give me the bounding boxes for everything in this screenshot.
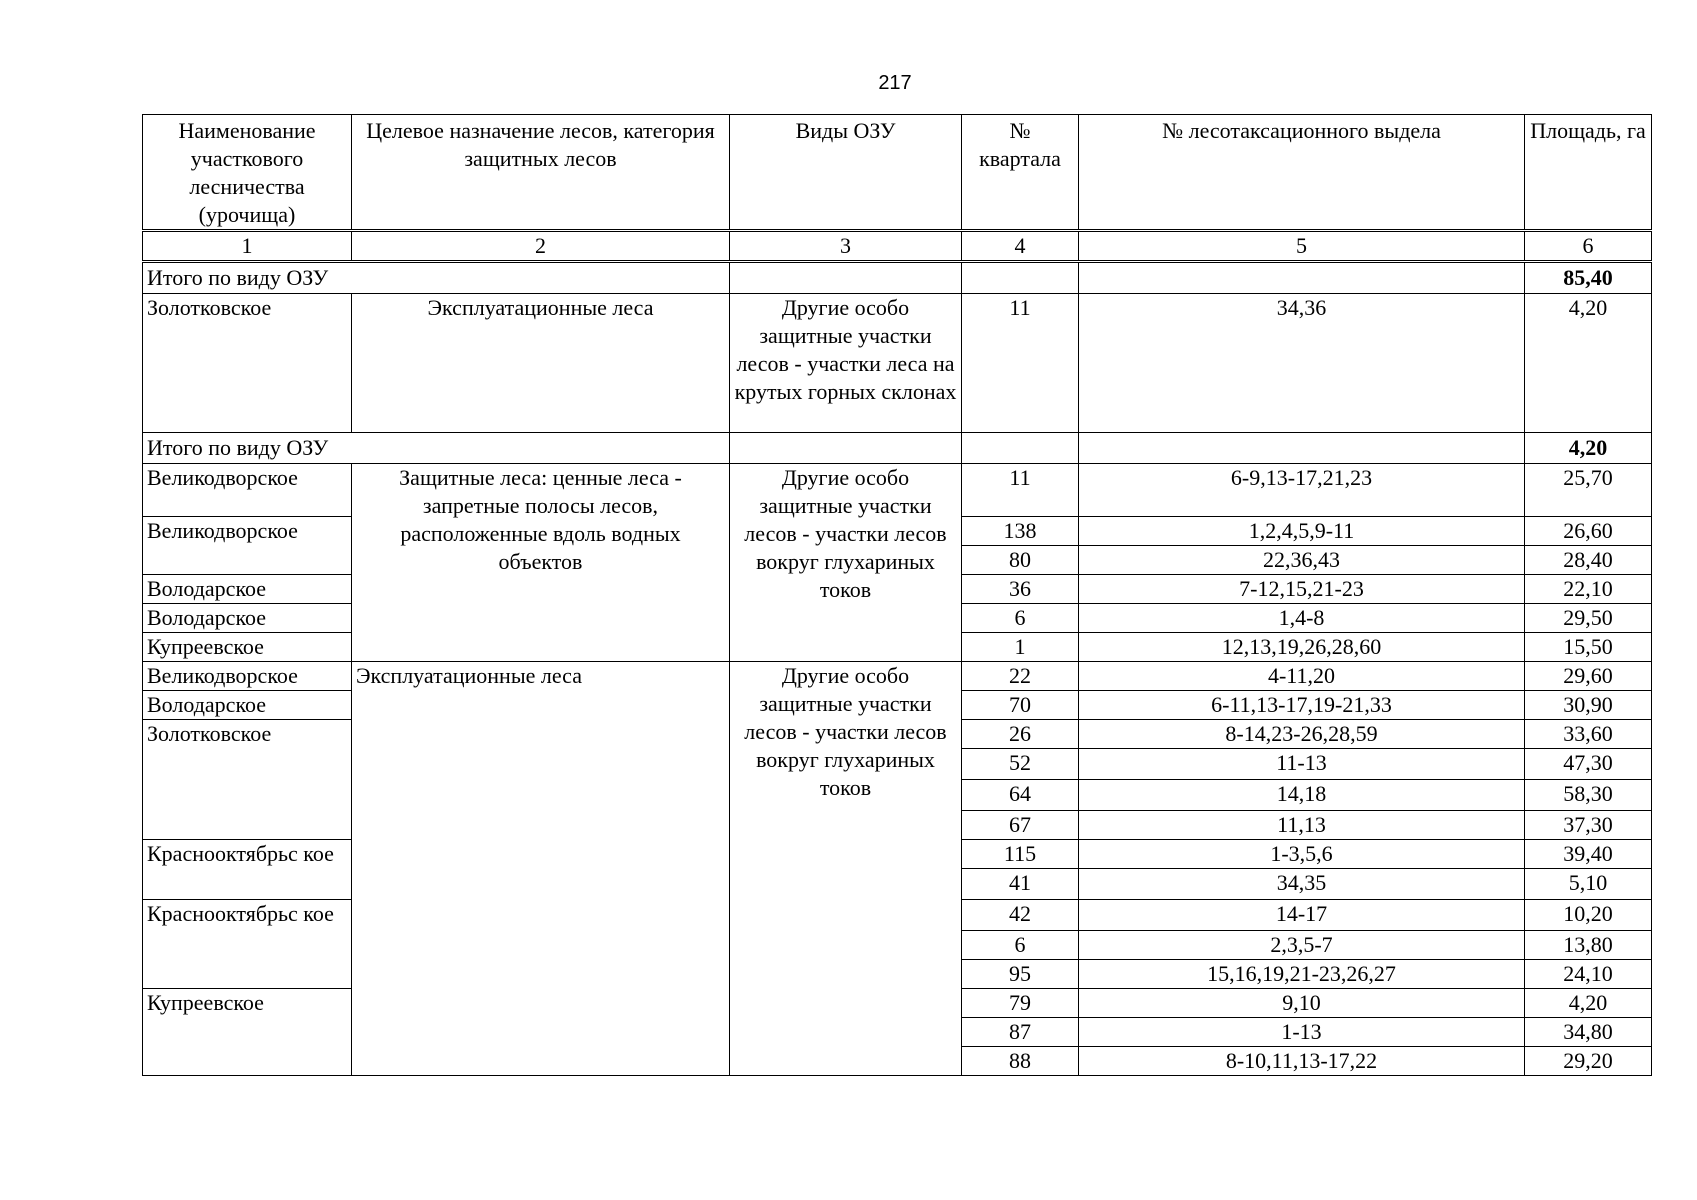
column-number-row xyxy=(143,231,1652,262)
quarter-cell: 11 xyxy=(962,294,1079,433)
purpose-cell: Эксплуатационные леса xyxy=(352,294,730,433)
ozu-type-cell: Другие особо защитные участки лесов - участки лесов вокруг глухариных токов xyxy=(730,464,962,662)
column-number: 5 xyxy=(1079,231,1525,262)
plot-cell: 22,36,43 xyxy=(1079,546,1525,575)
quarter-cell: 70 xyxy=(962,691,1079,720)
area-cell: 39,40 xyxy=(1525,840,1652,869)
area-cell: 30,90 xyxy=(1525,691,1652,720)
purpose-cell: Эксплуатационные леса xyxy=(352,662,730,1076)
forestry-cell: Великодворское xyxy=(143,517,352,575)
area-cell: 33,60 xyxy=(1525,720,1652,749)
quarter-cell: 1 xyxy=(962,633,1079,662)
quarter-cell: 6 xyxy=(962,604,1079,633)
area-cell: 47,30 xyxy=(1525,749,1652,780)
area-cell: 29,60 xyxy=(1525,662,1652,691)
area-cell: 26,60 xyxy=(1525,517,1652,546)
ozu-register-table xyxy=(142,114,1652,1076)
header-row xyxy=(143,115,1652,231)
plot-cell: 11-13 xyxy=(1079,749,1525,780)
forestry-cell: Золотковское xyxy=(143,720,352,840)
forestry-cell: Золотковское xyxy=(143,294,352,433)
quarter-cell: 80 xyxy=(962,546,1079,575)
page-number: 217 xyxy=(878,72,912,94)
plot-cell: 7-12,15,21-23 xyxy=(1079,575,1525,604)
quarter-cell: 115 xyxy=(962,840,1079,869)
plot-cell: 4-11,20 xyxy=(1079,662,1525,691)
total-area: 4,20 xyxy=(1525,433,1652,464)
quarter-cell: 22 xyxy=(962,662,1079,691)
table-row xyxy=(143,294,1652,433)
area-cell: 24,10 xyxy=(1525,960,1652,989)
total-row xyxy=(143,433,1652,464)
forestry-cell: Купреевское xyxy=(143,633,352,662)
plot-cell: 1-13 xyxy=(1079,1018,1525,1047)
area-cell: 13,80 xyxy=(1525,931,1652,960)
total-label: Итого по виду ОЗУ xyxy=(143,433,730,464)
area-cell: 22,10 xyxy=(1525,575,1652,604)
area-cell: 4,20 xyxy=(1525,294,1652,433)
plot-cell: 34,36 xyxy=(1079,294,1525,433)
table-row xyxy=(143,464,1652,517)
plot-cell: 8-14,23-26,28,59 xyxy=(1079,720,1525,749)
column-number: 1 xyxy=(143,231,352,262)
forestry-cell: Великодворское xyxy=(143,464,352,517)
quarter-cell: 6 xyxy=(962,931,1079,960)
area-cell: 4,20 xyxy=(1525,989,1652,1018)
plot-cell: 6-11,13-17,19-21,33 xyxy=(1079,691,1525,720)
column-number: 6 xyxy=(1525,231,1652,262)
area-cell: 34,80 xyxy=(1525,1018,1652,1047)
column-number: 3 xyxy=(730,231,962,262)
area-cell: 29,50 xyxy=(1525,604,1652,633)
quarter-cell: 88 xyxy=(962,1047,1079,1076)
forestry-cell: Краснооктябрьс кое xyxy=(143,840,352,900)
total-row xyxy=(143,262,1652,294)
plot-cell: 14,18 xyxy=(1079,780,1525,811)
plot-cell: 1,4-8 xyxy=(1079,604,1525,633)
total-area: 85,40 xyxy=(1525,262,1652,294)
quarter-cell: 138 xyxy=(962,517,1079,546)
plot-cell: 14-17 xyxy=(1079,900,1525,931)
header-quarter: № квартала xyxy=(962,115,1079,231)
quarter-cell: 79 xyxy=(962,989,1079,1018)
area-cell: 58,30 xyxy=(1525,780,1652,811)
plot-cell: 9,10 xyxy=(1079,989,1525,1018)
plot-cell: 15,16,19,21-23,26,27 xyxy=(1079,960,1525,989)
quarter-cell: 64 xyxy=(962,780,1079,811)
plot-cell: 2,3,5-7 xyxy=(1079,931,1525,960)
area-cell: 28,40 xyxy=(1525,546,1652,575)
header-area: Площадь, га xyxy=(1525,115,1652,231)
quarter-cell: 67 xyxy=(962,811,1079,840)
header-ozu-type: Виды ОЗУ xyxy=(730,115,962,231)
area-cell: 10,20 xyxy=(1525,900,1652,931)
plot-cell: 34,35 xyxy=(1079,869,1525,900)
plot-cell: 8-10,11,13-17,22 xyxy=(1079,1047,1525,1076)
ozu-type-cell: Другие особо защитные участки лесов - участки леса на крутых горных склонах xyxy=(730,294,962,433)
plot-cell: 12,13,19,26,28,60 xyxy=(1079,633,1525,662)
plot-cell: 6-9,13-17,21,23 xyxy=(1079,464,1525,517)
forestry-cell: Володарское xyxy=(143,575,352,604)
header-purpose: Целевое назначение лесов, категория защитных лесов xyxy=(352,115,730,231)
quarter-cell: 87 xyxy=(962,1018,1079,1047)
quarter-cell: 95 xyxy=(962,960,1079,989)
area-cell: 5,10 xyxy=(1525,869,1652,900)
header-plot: № лесотаксационного выдела xyxy=(1079,115,1525,231)
plot-cell: 11,13 xyxy=(1079,811,1525,840)
area-cell: 37,30 xyxy=(1525,811,1652,840)
column-number: 4 xyxy=(962,231,1079,262)
plot-cell: 1,2,4,5,9-11 xyxy=(1079,517,1525,546)
purpose-cell: Защитные леса: ценные леса - запретные полосы лесов, расположенные вдоль водных объектов xyxy=(352,464,730,662)
forestry-cell: Великодворское xyxy=(143,662,352,691)
quarter-cell: 26 xyxy=(962,720,1079,749)
quarter-cell: 52 xyxy=(962,749,1079,780)
forestry-cell: Володарское xyxy=(143,604,352,633)
quarter-cell: 42 xyxy=(962,900,1079,931)
column-number: 2 xyxy=(352,231,730,262)
area-cell: 25,70 xyxy=(1525,464,1652,517)
area-cell: 15,50 xyxy=(1525,633,1652,662)
quarter-cell: 11 xyxy=(962,464,1079,517)
total-label: Итого по виду ОЗУ xyxy=(143,262,730,294)
header-forestry: Наименование участкового лесничества (урочища) xyxy=(143,115,352,231)
forestry-cell: Краснооктябрьс кое xyxy=(143,900,352,989)
area-cell: 29,20 xyxy=(1525,1047,1652,1076)
ozu-type-cell: Другие особо защитные участки лесов - участки лесов вокруг глухариных токов xyxy=(730,662,962,1076)
quarter-cell: 36 xyxy=(962,575,1079,604)
forestry-cell: Купреевское xyxy=(143,989,352,1076)
forestry-cell: Володарское xyxy=(143,691,352,720)
plot-cell: 1-3,5,6 xyxy=(1079,840,1525,869)
table-row xyxy=(143,662,1652,691)
quarter-cell: 41 xyxy=(962,869,1079,900)
